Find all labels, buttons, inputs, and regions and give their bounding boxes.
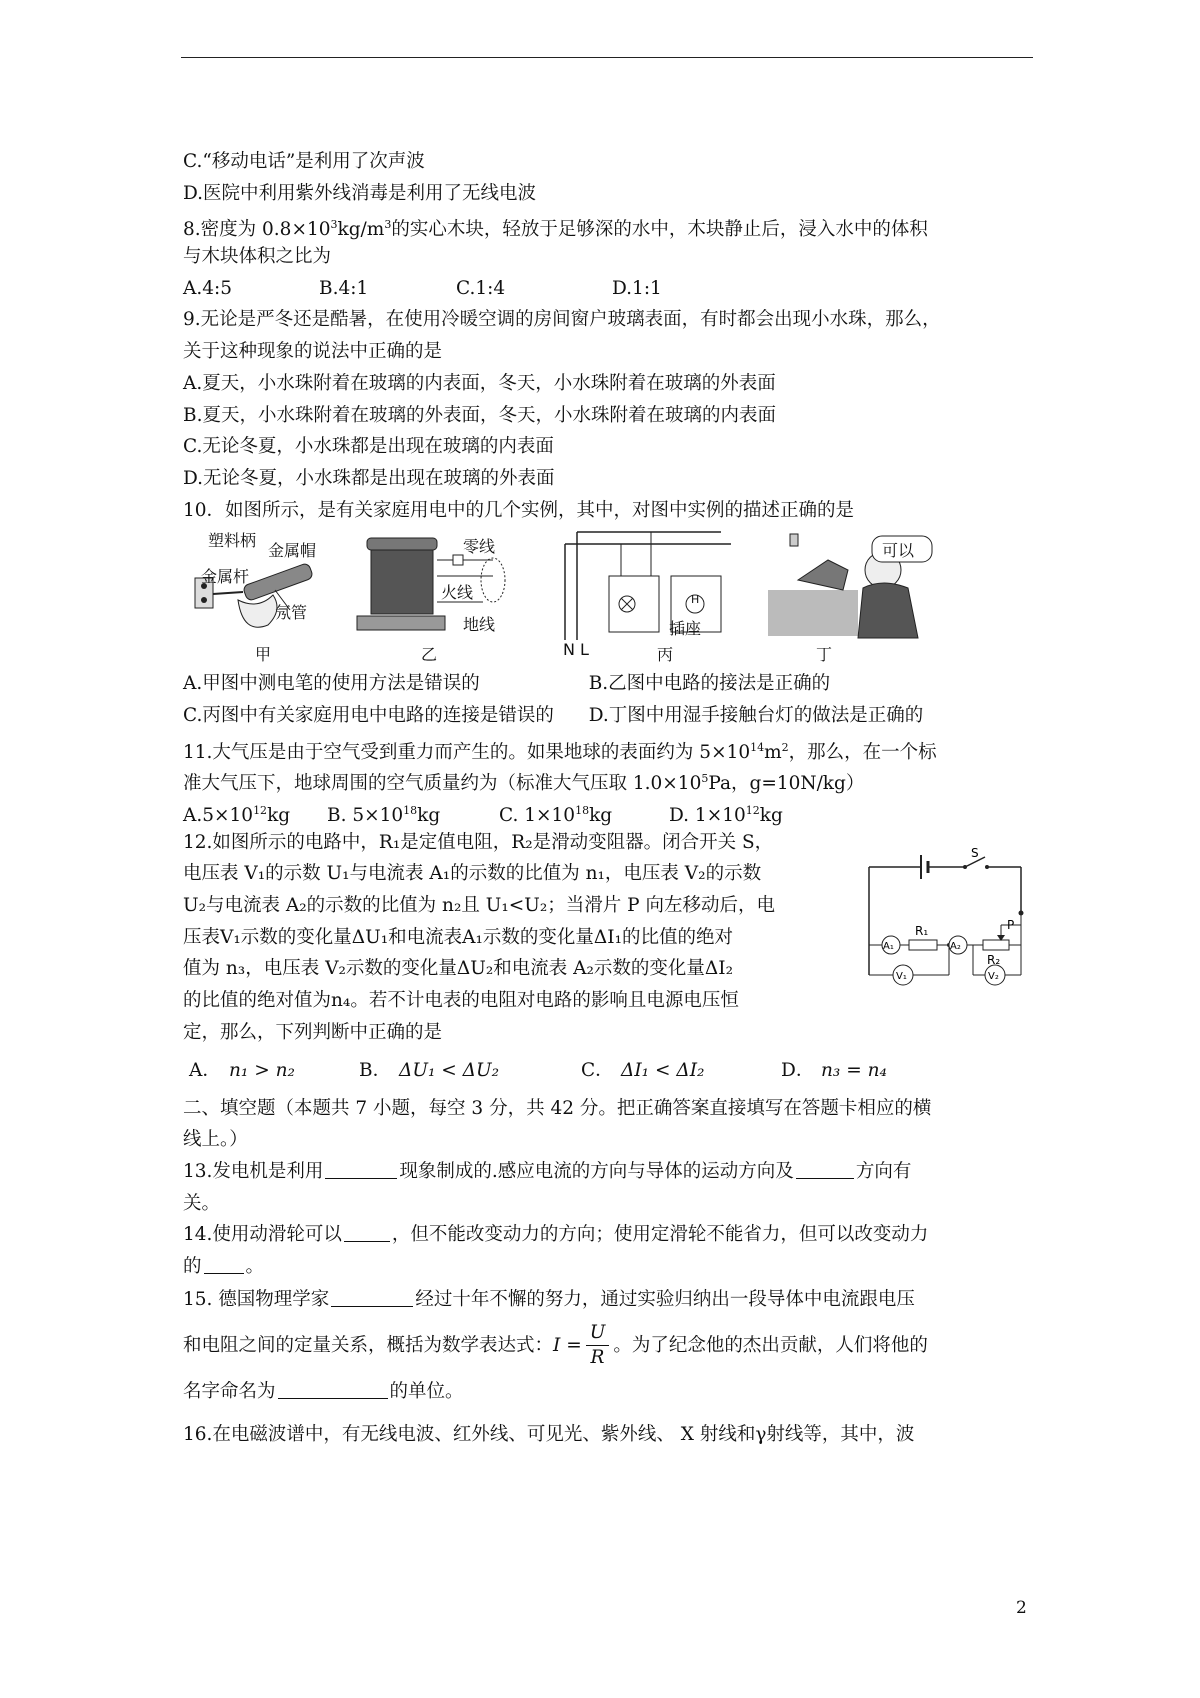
label-n-l: N L	[563, 640, 589, 660]
q12-line3: U₂与电流表 A₂的示数的比值为 n₂且 U₁<U₂；当滑片 P 向左移动后，电	[183, 895, 775, 917]
ohm-formula-fraction: $\frac{U}{R}$	[586, 1321, 610, 1370]
q12-line5: 值为 n₃，电压表 V₂示数的变化量ΔU₂和电流表 A₂示数的变化量ΔI₂	[183, 958, 733, 980]
q12-option-b-letter: B．	[359, 1059, 392, 1081]
q12-option-a: n₁ > n₂	[229, 1059, 295, 1081]
q12-option-d-letter: D．	[781, 1059, 815, 1081]
q8-option-d: D.1:1	[612, 277, 662, 299]
circuit-label-r2: R₂	[987, 952, 1001, 967]
figure-ding-label: 丁	[816, 645, 833, 665]
label-ground-wire: 地线	[463, 615, 496, 635]
wet-hands-lamp-illustration	[768, 530, 948, 642]
q13-line1: 13.发电机是利用 现象制成的.感应电流的方向与导体的运动方向及 方向有	[183, 1156, 1033, 1188]
label-socket: 插座	[669, 619, 702, 639]
figure-jia-label: 甲	[255, 645, 272, 665]
option-c-q7: C.“移动电话”是利用了次声波	[183, 151, 425, 172]
label-plastic-handle: 塑料柄	[208, 531, 257, 551]
q10-option-b: B.乙图中电路的接法是正确的	[588, 673, 831, 695]
q12-line2: 电压表 V₁的示数 U₁与电流表 A₁的示数的比值为 n₁，电压表 V₂的示数	[183, 863, 762, 885]
q12-option-b: ΔU₁ < ΔU₂	[399, 1059, 499, 1081]
label-metal-cap: 金属帽	[268, 541, 317, 561]
q9-option-d: D.无论冬夏，小水珠都是出现在玻璃的外表面	[183, 467, 555, 489]
q9-stem-line1: 9.无论是严冬还是酷暑，在使用冷暖空调的房间窗户玻璃表面，有时都会出现小水珠，那么，	[183, 309, 941, 331]
speech-bubble-ok: 可以	[882, 541, 915, 561]
q13-line2: 关。	[183, 1192, 221, 1214]
ohm-formula-lhs: I =	[553, 1334, 582, 1356]
circuit-label-p: P	[1007, 917, 1015, 932]
q10-option-a: A.甲图中测电笔的使用方法是错误的	[183, 673, 480, 695]
q12-line7: 定，那么，下列判断中正确的是	[183, 1021, 443, 1043]
q14-line1: 14.使用动滑轮可以 ，但不能改变动力的方向；使用定滑轮不能省力，但可以改变动力	[183, 1219, 1033, 1251]
q15-line2: 和电阻之间的定量关系，概括为数学表达式：I = $\frac{U}{R}$ 。为了纪念他的杰出贡献，人们将他的	[183, 1322, 928, 1369]
label-live-wire: 火线	[441, 583, 474, 603]
q8-options	[183, 273, 1033, 305]
label-neon-tube: 氖管	[275, 603, 308, 623]
label-neutral-wire: 零线	[463, 537, 496, 557]
q13-blank-2[interactable]	[796, 1158, 854, 1179]
q15-blank-2[interactable]	[278, 1378, 388, 1399]
q12-options	[183, 1049, 1033, 1093]
q10-options-row2	[183, 700, 1033, 732]
q14-blank-1[interactable]	[344, 1221, 390, 1242]
option-d-q7: D.医院中利用紫外线消毒是利用了无线电波	[183, 182, 537, 204]
q12-option-d: n₃ = n₄	[821, 1059, 887, 1081]
q12-circuit-diagram	[861, 847, 1031, 1002]
circuit-label-r1: R₁	[915, 923, 929, 938]
q10-figures	[183, 530, 1033, 665]
household-circuit-illustration	[561, 530, 741, 642]
q9-option-b: B.夏天，小水珠附着在玻璃的外表面，冬天，小水珠附着在玻璃的内表面	[183, 404, 776, 426]
q8-stem-line2: 与木块体积之比为	[183, 246, 332, 268]
q14-blank-2[interactable]	[204, 1253, 244, 1274]
q10-options-row1	[183, 668, 1033, 700]
q10-option-d: D.丁图中用湿手接触台灯的做法是正确的	[588, 704, 924, 726]
figure-ding	[768, 530, 948, 665]
figure-jia	[183, 530, 343, 665]
q11-option-c: C. $1\times 10^{18}kg$	[499, 804, 613, 827]
q9-option-c: C.无论冬夏，小水珠都是出现在玻璃的内表面	[183, 436, 554, 458]
q11-option-a: $A.5\times 10^{12}kg$	[183, 804, 291, 827]
q10-stem: 10．如图所示，是有关家庭用电中的几个实例，其中，对图中实例的描述正确的是	[183, 499, 855, 521]
label-metal-rod: 金属杆	[201, 567, 250, 587]
q15-blank-1[interactable]	[331, 1286, 413, 1307]
q10-option-c: C.丙图中有关家庭用电中电路的连接是错误的	[183, 704, 554, 726]
q12-block	[183, 827, 1033, 1049]
circuit-label-a1: A₁	[883, 940, 894, 952]
circuit-label-v1: V₁	[896, 970, 907, 982]
page-number: 2	[1016, 1598, 1027, 1618]
q8-option-b: B.4:1	[319, 277, 369, 299]
socket-symbol-h: H	[691, 593, 700, 607]
q11-options	[183, 795, 1033, 827]
q12-option-c-letter: C．	[581, 1059, 614, 1081]
section2-heading-line1: 二、填空题（本题共 7 小题，每空 3 分，共 42 分。把正确答案直接填写在答题卡相应的横	[183, 1097, 932, 1119]
q12-line1: 12.如图所示的电路中，R₁是定值电阻，R₂是滑动变阻器。闭合开关 S，	[183, 831, 774, 853]
q11-option-d: D. $1\times 10^{12}kg$	[669, 804, 783, 827]
q12-line6: 的比值的绝对值为n₄。若不计电表的电阻对电路的影响且电源电压恒	[183, 990, 739, 1012]
q8-option-c: C.1:4	[456, 277, 506, 299]
q8-stem-line1: 8.密度为 $0.8\times 10^3kg/m^3$的实心木块，轻放于足够深的水中，木块静止后，浸入水中的体积	[183, 218, 928, 241]
q11-stem-line2: 准大气压下，地球周围的空气质量约为（标准大气压取 $1.0\times 10^5Pa$，g=10N/kg）	[183, 772, 865, 795]
q11-option-b: B. $5\times 10^{18}kg$	[327, 804, 441, 827]
figure-yi	[353, 530, 553, 665]
q12-option-a-letter: A．	[189, 1059, 221, 1081]
circuit-label-v2: V₂	[988, 970, 999, 982]
q15-line3: 名字命名为 的单位。	[183, 1375, 1033, 1409]
q9-option-a: A.夏天，小水珠附着在玻璃的内表面，冬天，小水珠附着在玻璃的外表面	[183, 372, 776, 394]
q16-line1: 16.在电磁波谱中，有无线电波、红外线、可见光、紫外线、 X 射线和γ射线等，其中，波	[183, 1423, 915, 1445]
q15-line1: 15. 德国物理学家 经过十年不懈的努力，通过实验归纳出一段导体中电流跟电压	[183, 1283, 1033, 1317]
figure-yi-label: 乙	[421, 645, 438, 665]
circuit-label-a2: A₂	[950, 940, 961, 952]
q11-stem-line1: 11.大气压是由于空气受到重力而产生的。如果地球的表面约为 $5\times 10^{14}m^2$，那么，在一个标	[183, 740, 937, 763]
section2-heading-line2: 线上。）	[183, 1129, 248, 1151]
circuit-label-s: S	[971, 846, 979, 860]
q8-option-a: A.4:5	[183, 277, 233, 299]
figure-bing	[561, 530, 741, 665]
exam-page	[183, 146, 1033, 1450]
figure-bing-label: 丙	[657, 645, 674, 665]
q9-stem-line2: 关于这种现象的说法中正确的是	[183, 341, 443, 363]
q12-line4: 压表V₁示数的变化量ΔU₁和电流表A₁示数的变化量ΔI₁的比值的绝对	[183, 926, 734, 948]
q14-line2: 的 。	[183, 1251, 1033, 1283]
q12-option-c: ΔI₁ < ΔI₂	[621, 1059, 705, 1081]
header-rule	[181, 57, 1033, 58]
q13-blank-1[interactable]	[325, 1158, 397, 1179]
